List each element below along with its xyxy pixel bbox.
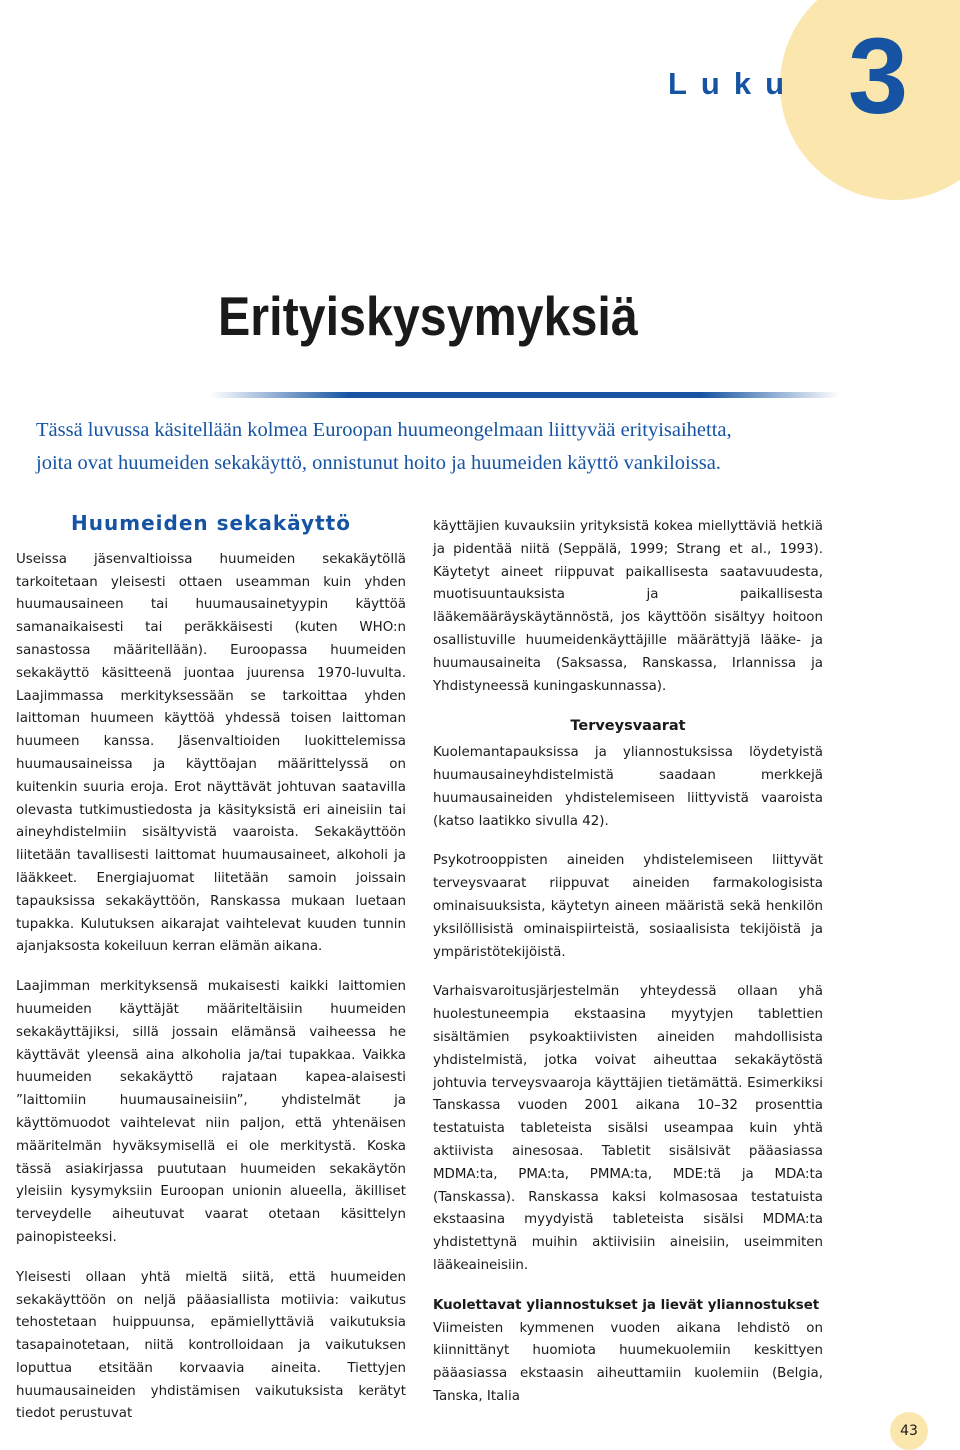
body-paragraph: Kuolemantapauksissa ja yliannostuksissa löydetyistä huumausaineyhdistelmistä saadaan merkkejä huumausaineiden yhdistelemiseen liittyvistä vaaroista (katso laatikko sivulla 42). [433, 745, 823, 829]
subheading-health-risks: Terveysvaarat [570, 718, 686, 735]
intro-text [36, 414, 836, 480]
right-column [433, 516, 823, 1426]
title-divider [210, 392, 840, 398]
chapter-number: 3 [848, 15, 909, 136]
body-paragraph: Laajimman merkityksensä mukaisesti kaikki laittomien huumeiden käyttäjät määriteltäisiin huumeiden sekakäyttäjiksi, sillä jossain elämänsä vaiheessa he käyttävät yleensä aina alkoholia ja/tai tupakkaa. Vaikka huumeiden sekakäyttö rajataan kapea-alaisesti ”laittomiin huumausaineisiin”, yhdistelmät ja käyttömuodot vaihtelevat niin paljon, että yhtenäisen määritelmän hyväksymisellä ei ole merkitystä. Koska tässä asiakirjassa puututaan huumeiden sekakäytön yleisiin kysymyksiin Euroopan unionin alueella, äkilliset terveydelle aiheutuvat vaarat otetaan käsittelyn painopisteeksi. [16, 979, 406, 1245]
section-heading: Huumeiden sekakäyttö [71, 511, 351, 535]
intro-line-2: joita ovat huumeiden sekakäyttö, onnistunut hoito ja huumeiden käyttö vankiloissa. [36, 452, 721, 474]
page-title: Erityiskysymyksiä [218, 285, 638, 347]
body-paragraph: Viimeisten kymmenen vuoden aikana lehdistö on kiinnittänyt huomiota huumekuolemiin keskittyen pääasiassa ekstaasin aiheuttamiin kuolemiin (Belgia, Tanska, Italia [433, 1320, 823, 1404]
body-paragraph: Psykotrooppisten aineiden yhdistelemiseen liittyvät terveysvaarat riippuvat aineiden farmakologisista ominaisuuksista, käytetyn aineen määristä sekä henkilön yksilöllisistä ominaispiirteistä, sosiaalisista tekijöistä ja ympäristötekijöistä. [433, 853, 823, 960]
page-number: 43 [890, 1412, 928, 1450]
body-paragraph: Yleisesti ollaan yhtä mieltä siitä, että huumeiden sekakäyttöön on neljä pääasiallista motiivia: vaikutus tehostetaan huippuunsa, epämiellyttäviä vaikutuksia tasapainotetaan, niitä kontrolloidaan ja vaikutuksen loputtua etsitään korvaavia aineita. Tiettyjen huumausaineiden yhdistämisen vaikutuksista kerätyt tiedot perustuvat [16, 1269, 406, 1422]
body-paragraph-continued: käyttäjien kuvauksiin yrityksistä kokea miellyttäviä hetkiä ja pidentää niitä (Seppälä, 1999; Strang et al., 1993). Käytetyt aineet riippuvat paikallisesta saatavuudesta, muotisuuntauksista ja paikallisesta lääkemääräyskäytännöstä, jos käyttöön sisältyy hoitoon osallistuville huumeidenkäyttäjille määrättyjä lääke- ja huumausaineita (Saksassa, Ranskassa, Irlannissa ja Yhdistyneessä kuningaskunnassa). [433, 519, 823, 694]
body-paragraph: Varhaisvaroitusjärjestelmän yhteydessä ollaan yhä huolestuneempia ekstaasina myytyjen tablettien sisältämien psykoaktiivisten aineiden mahdollisista yhdistelmistä, jotka voivat aiheuttaa sekakäytöstä johtuvia terveysvaaroja käyttäjien tietämättä. Esimerkiksi Tanskassa vuoden 2001 aikana 10–32 prosenttia testatuista tableteista sisälsi useampaa kuin yhtä aktiivista ainesosaa. Tabletit sisälsivät pääasiassa MDMA:ta, PMA:ta, PMMA:ta, MDE:tä ja MDA:ta (Tanskassa). Ranskassa kaksi kolmasosaa testatuista ekstaasina myydyistä tableteista sisälsi MDMA:ta yhdistettynä muihin aktiivisiin aineisiin, useimmiten lääkeaineisiin. [433, 984, 823, 1273]
intro-line-1: Tässä luvussa käsitellään kolmea Euroopan huumeongelmaan liittyvää erityisaihetta, [36, 419, 732, 441]
chapter-label: Luku [668, 66, 799, 101]
body-paragraph: Useissa jäsenvaltioissa huumeiden sekakäytöllä tarkoitetaan yleisesti ottaen useamman kuin yhden huumausaineen tai huumausainetyypin käyttöä samanaikaisesti tai peräkkäisesti (kuten WHO:n sanastossa määritellään). Euroopassa huumeiden sekakäyttö käsitteenä juontaa juurensa 1970-luvulta. Laajimmassa merkityksessään se tarkoittaa yhden laittoman huumeen käyttöä yhdessä toisen laittoman huumeen kanssa. Jäsenvaltioiden luokittelemissa huumausaineissa ja käyttöajan määrittelyssä on kuitenkin suuria eroja. Erot näyttävät johtuvan saatavilla olevasta tutkimustiedosta ja käsityksistä eri aineisiin tai aineyhdistelmiin sisältyvistä vaaroista. Sekakäyttöön liitetään tavallisesti laittomat huumausaineet, alkoholi ja lääkkeet. Energiajuomat liitetään samoin joissain tapauksissa sekakäyttöön, Ranskassa mukaan luetaan tupakka. Kulutuksen aikarajat vaihtelevat kuuden tunnin ajanjaksosta kokeiluun kerran elämän aikana. [16, 551, 406, 955]
bold-subheading: Kuolettavat yliannostukset ja lievät yliannostukset [433, 1297, 820, 1313]
left-column [16, 512, 406, 1443]
